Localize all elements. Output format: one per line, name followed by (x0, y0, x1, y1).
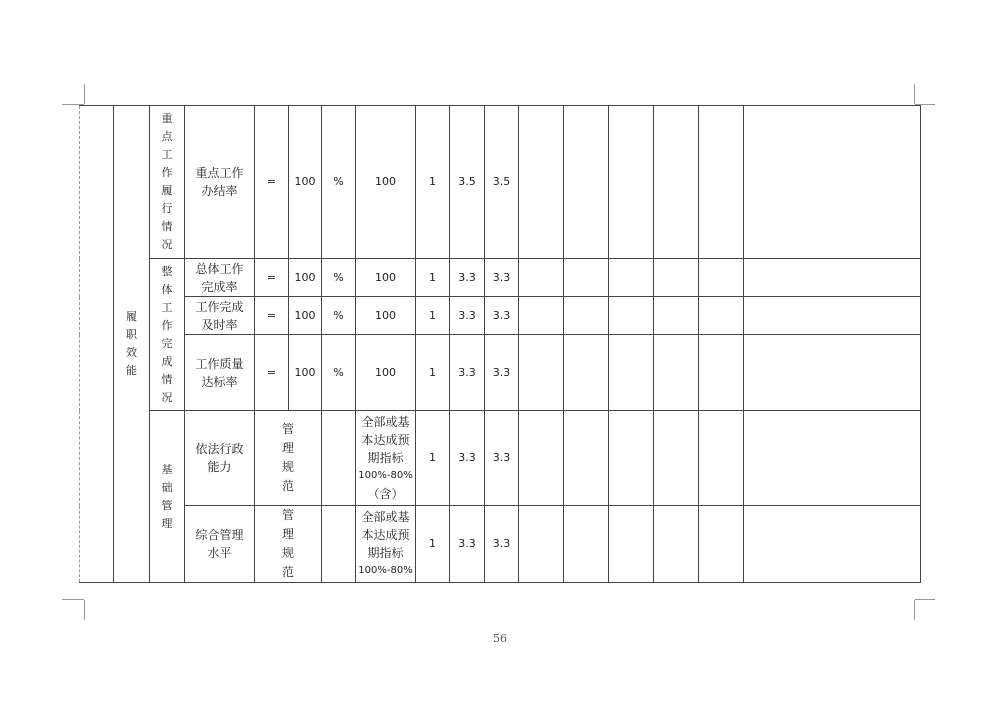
empty-cell (564, 106, 609, 259)
score-cell: 3.3 (450, 259, 485, 297)
empty-cell (744, 106, 921, 259)
table-row (80, 259, 921, 297)
table-row (80, 106, 921, 259)
weight-cell: 1 (416, 106, 450, 259)
crop-mark (62, 599, 84, 600)
target-line: 100%-80% (358, 565, 413, 576)
empty-cell (564, 411, 609, 506)
indicator-table (79, 105, 921, 583)
empty-cell (699, 506, 744, 583)
score-cell: 3.3 (485, 411, 519, 506)
empty-cell (564, 297, 609, 335)
indicator-name: 工作完成及时率 (195, 299, 244, 332)
value-cell: 100 (289, 259, 322, 297)
indicator-cell (185, 335, 255, 411)
crop-mark (84, 600, 85, 620)
target-cell: 100 (356, 335, 416, 411)
weight-cell: 1 (416, 335, 450, 411)
indicator-name: 综合管理水平 (195, 528, 244, 560)
empty-cell (519, 506, 564, 583)
table-row (80, 335, 921, 411)
score-cell: 3.3 (450, 297, 485, 335)
weight-cell: 1 (416, 297, 450, 335)
empty-cell (654, 106, 699, 259)
indicator-name: 总体工作完成率 (195, 261, 244, 294)
empty-cell (699, 297, 744, 335)
weight-cell: 1 (416, 411, 450, 506)
op-cell: = (255, 297, 289, 335)
empty-cell (744, 506, 921, 583)
target-line: 全部或基 (361, 415, 410, 429)
indicator-cell (185, 297, 255, 335)
indicator-cell (185, 259, 255, 297)
empty-cell (609, 259, 654, 297)
weight-cell: 1 (416, 506, 450, 583)
score-cell: 3.5 (485, 106, 519, 259)
op-cell: = (255, 106, 289, 259)
target-line: 全部或基 (361, 510, 410, 524)
score-cell: 3.3 (450, 506, 485, 583)
target-line: 期指标 (367, 546, 404, 560)
group-name: 整体工作完成情况 (161, 264, 173, 404)
empty-cell (564, 506, 609, 583)
empty-cell (519, 259, 564, 297)
group-cell (150, 411, 185, 583)
empty-cell (654, 297, 699, 335)
target-line: 期指标 (367, 451, 404, 465)
indicator-name: 依法行政能力 (195, 442, 244, 474)
value-cell (255, 411, 322, 506)
unit-cell (322, 506, 356, 583)
table-row (80, 297, 921, 335)
indicator-name: 重点工作办结率 (195, 166, 244, 198)
empty-cell (564, 259, 609, 297)
group-name: 重点工作履行情况 (161, 112, 173, 251)
level1-text: 履职效能 (126, 310, 137, 377)
target-cell: 100 (356, 106, 416, 259)
empty-cell (609, 411, 654, 506)
crop-mark (914, 84, 915, 104)
empty-cell (654, 335, 699, 411)
value-cell (255, 506, 322, 583)
level1-cell (114, 106, 150, 583)
indicator-cell (185, 411, 255, 506)
empty-cell (699, 335, 744, 411)
score-cell: 3.3 (485, 297, 519, 335)
empty-cell (744, 411, 921, 506)
crop-mark (914, 600, 915, 620)
blank-cell (80, 106, 114, 583)
unit-cell: % (322, 297, 356, 335)
target-line: 本达成预 (361, 433, 410, 447)
target-cell (356, 411, 416, 506)
group-name: 基础管理 (161, 462, 173, 530)
indicator-name: 工作质量达标率 (195, 356, 244, 389)
empty-cell (699, 106, 744, 259)
indicator-cell (185, 506, 255, 583)
empty-cell (609, 297, 654, 335)
unit-cell (322, 411, 356, 506)
score-cell: 3.3 (450, 411, 485, 506)
empty-cell (609, 506, 654, 583)
empty-cell (699, 259, 744, 297)
empty-cell (744, 335, 921, 411)
target-cell: 100 (356, 297, 416, 335)
value-cell: 100 (289, 297, 322, 335)
crop-mark (84, 84, 85, 104)
target-cell: 100 (356, 259, 416, 297)
table-row (80, 506, 921, 583)
target-line: 本达成预 (361, 528, 410, 542)
group-cell (150, 106, 185, 259)
indicator-cell (185, 106, 255, 259)
empty-cell (744, 259, 921, 297)
target-line: （含） (367, 487, 404, 501)
weight-cell: 1 (416, 259, 450, 297)
empty-cell (519, 411, 564, 506)
page-number: 56 (493, 632, 507, 645)
score-cell: 3.3 (450, 335, 485, 411)
empty-cell (654, 506, 699, 583)
target-cell (356, 506, 416, 583)
value-text: 管理规范 (282, 508, 295, 579)
empty-cell (564, 335, 609, 411)
score-cell: 3.3 (485, 506, 519, 583)
group-cell (150, 259, 185, 411)
score-cell: 3.5 (450, 106, 485, 259)
empty-cell (609, 106, 654, 259)
value-cell: 100 (289, 335, 322, 411)
table-row (80, 411, 921, 506)
empty-cell (654, 259, 699, 297)
op-cell: = (255, 335, 289, 411)
value-cell: 100 (289, 106, 322, 259)
op-cell: = (255, 259, 289, 297)
score-cell: 3.3 (485, 259, 519, 297)
empty-cell (609, 335, 654, 411)
value-text: 管理规范 (282, 422, 295, 493)
empty-cell (654, 411, 699, 506)
empty-cell (744, 297, 921, 335)
score-cell: 3.3 (485, 335, 519, 411)
unit-cell: % (322, 335, 356, 411)
crop-mark (915, 599, 935, 600)
empty-cell (699, 411, 744, 506)
unit-cell: % (322, 259, 356, 297)
empty-cell (519, 335, 564, 411)
target-line: 100%-80% (358, 470, 413, 481)
unit-cell: % (322, 106, 356, 259)
empty-cell (519, 297, 564, 335)
empty-cell (519, 106, 564, 259)
